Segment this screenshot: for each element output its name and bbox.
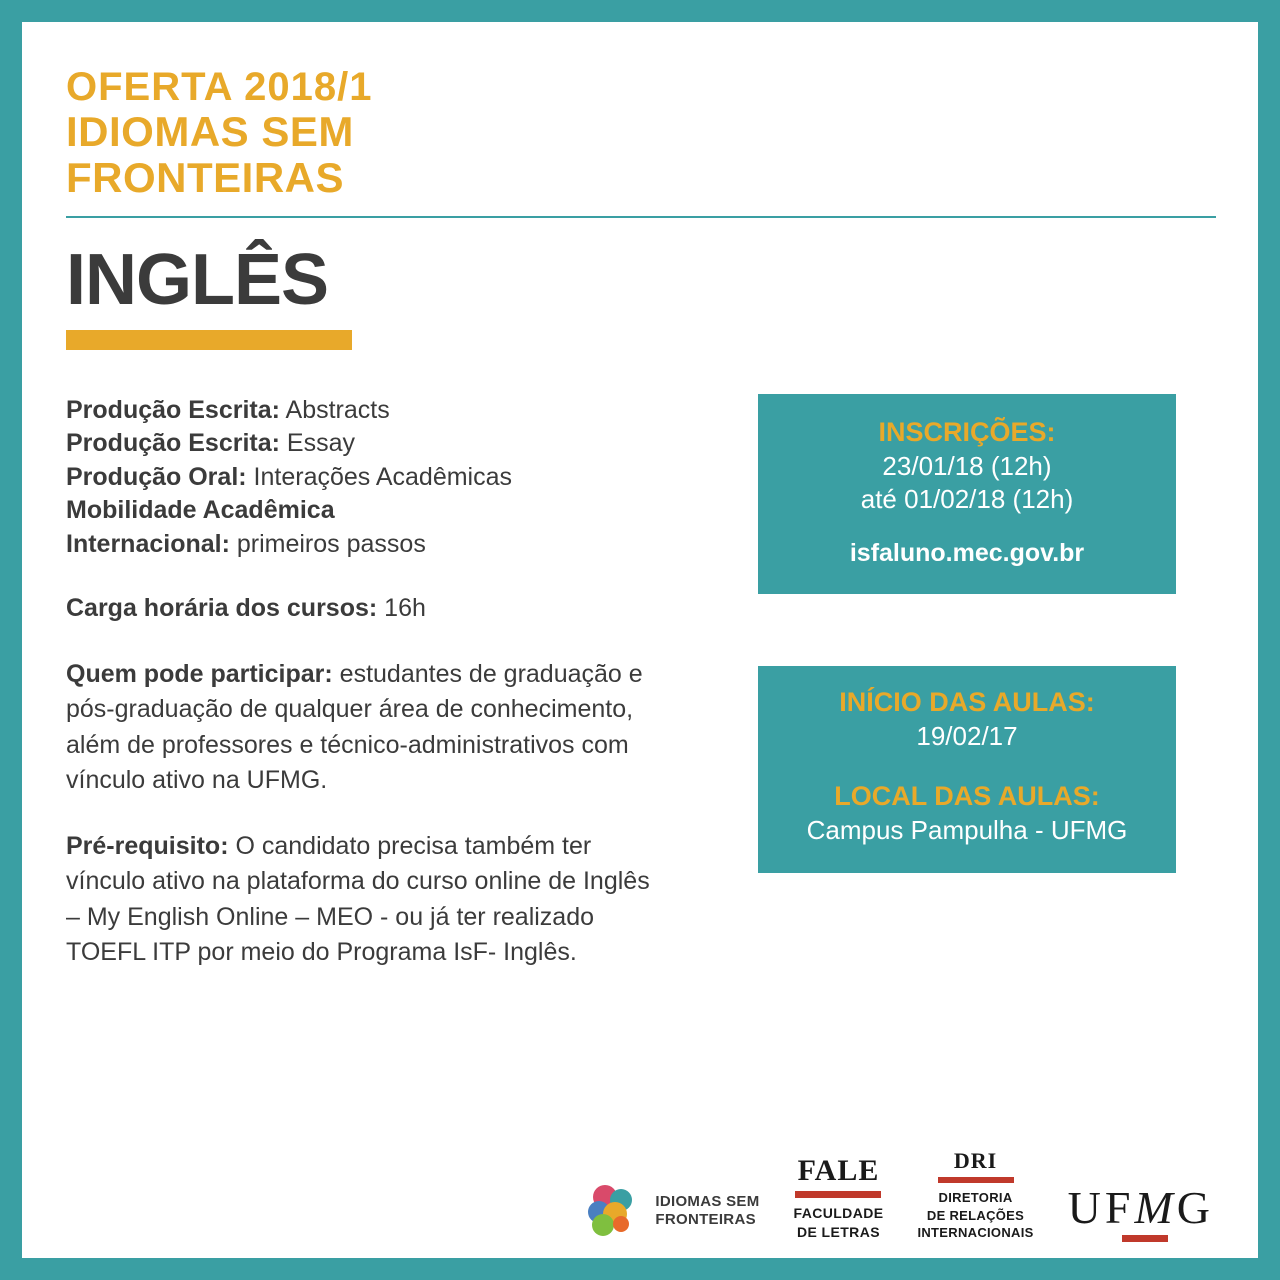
header-line-offer: OFERTA 2018/1 [66,65,373,109]
fale-subtitle-line-2: DE LETRAS [797,1224,880,1241]
workload-value: 16h [377,594,426,623]
page-title: INGLÊS [66,239,329,320]
workload-paragraph [66,591,666,627]
course-label: Produção Oral: [66,462,247,491]
logo-idiomas-sem-fronteiras [581,1180,759,1242]
logo-fale [794,1156,884,1242]
fale-subtitle-line-1: FACULDADE [793,1205,884,1222]
language-title-block [66,239,1214,350]
poster-inner [22,22,1258,1258]
class-start-value: 19/02/17 [916,721,1018,751]
workload-label: Carga horária dos cursos: [66,594,378,623]
ufmg-letter-m: M [1134,1182,1177,1233]
fale-subtitle [794,1204,884,1242]
audience-label: Quem pode participar: [66,659,333,688]
class-place-value: Campus Pampulha - UFMG [806,814,1128,845]
ufmg-letter-g: G [1176,1182,1214,1233]
ufmg-letter-f: F [1104,1182,1135,1233]
classes-box [758,666,1176,873]
logo-dri [917,1150,1033,1242]
list-item [66,461,706,495]
dri-subtitle-line-3: INTERNACIONAIS [917,1225,1034,1241]
header-divider [66,216,1216,218]
list-item [66,494,706,528]
course-label: Produção Escrita: [66,429,280,458]
prerequisite-value: O candidato precisa também ter vínculo ativo na plataforma do curso online de Inglês – My English Online – MEO - ou já ter realizado TOEFL ITP por meio do Programa IsF- Inglês. [66,831,650,967]
logo-ufmg [1067,1182,1214,1242]
ufmg-letter-u: U [1067,1182,1105,1233]
course-value: Essay [279,429,355,458]
box-spacer [776,754,1158,780]
course-label: Mobilidade Acadêmica [66,496,335,525]
left-column [66,394,706,971]
footer-logos [66,1150,1214,1242]
course-list [66,394,706,562]
course-label: Produção Escrita: [66,395,280,424]
prerequisite-paragraph [66,829,666,971]
poster-header [66,44,1214,200]
registration-link[interactable]: isfaluno.mec.gov.br [849,539,1085,568]
ufmg-letters [1067,1182,1214,1233]
course-label: Internacional: [66,529,230,558]
isf-flower-icon [581,1180,643,1242]
list-item [66,528,706,562]
fale-name: FALE [797,1154,880,1188]
course-value: primeiros passos [229,529,426,558]
dri-subtitle-line-2: DE RELAÇÕES [926,1207,1025,1223]
header-line-program-2: FRONTEIRAS [66,153,344,201]
body-columns [66,394,1214,971]
audience-value: estudantes de graduação e pós-graduação de qualquer área de conhecimento, além de professores e técnico-administrativos com vínculo ativo na UFMG. [66,659,643,795]
dri-name: DRI [953,1148,998,1174]
course-value: Interações Acadêmicas [246,462,513,491]
dri-red-bar [938,1177,1014,1183]
class-place-heading: LOCAL DAS AULAS: [834,780,1100,811]
isf-logo-line-1: IDIOMAS SEM [655,1193,760,1210]
course-value: Abstracts [279,395,390,424]
title-underline [66,330,352,350]
list-item [66,427,706,461]
list-item [66,394,706,428]
registration-heading: INSCRIÇÕES: [878,416,1056,447]
dri-subtitle-line-1: DIRETORIA [938,1190,1013,1206]
fale-red-bar [795,1191,881,1198]
registration-start: 23/01/18 (12h) [882,450,1052,481]
registration-end: até 01/02/18 (12h) [860,484,1074,515]
registration-box [758,394,1176,594]
prerequisite-label: Pré-requisito: [66,831,229,860]
dri-subtitle [917,1189,1033,1242]
ufmg-red-bar [1122,1235,1168,1242]
right-column [706,394,1176,971]
class-start-heading: INÍCIO DAS AULAS: [839,687,1095,718]
audience-paragraph [66,657,666,799]
isf-logo-text [655,1193,759,1229]
isf-logo-line-2: FRONTEIRAS [655,1211,756,1228]
header-line-program-1: IDIOMAS SEM [66,108,354,156]
